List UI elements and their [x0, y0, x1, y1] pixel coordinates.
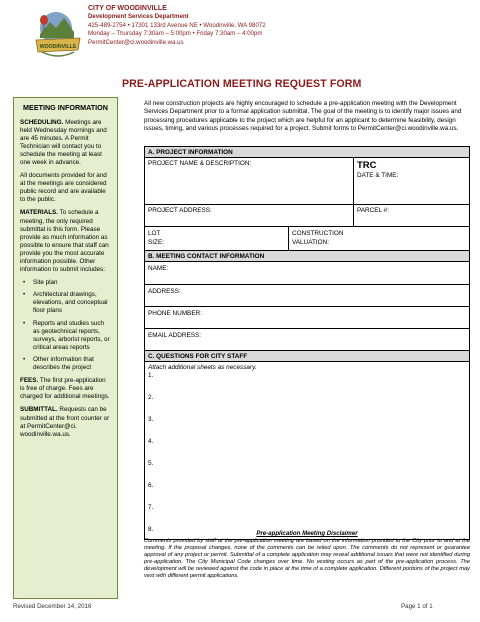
section-a-header: A. PROJECT INFORMATION [145, 147, 469, 158]
contact-address-field[interactable] [145, 285, 469, 307]
question-line[interactable]: 1. [148, 372, 154, 379]
project-name-label: PROJECT NAME & DESCRIPTION: [148, 160, 252, 167]
request-form [144, 146, 470, 540]
meeting-info-sidebar [13, 97, 118, 599]
project-address-field[interactable] [145, 205, 353, 226]
lot-label: LOT [148, 230, 161, 237]
disclaimer-title: Pre-application Meeting Disclaimer [256, 530, 358, 537]
office-hours: Monday – Thursday 7:30am – 5:00pm • Friday 7:30am – 4:00pm [88, 30, 263, 38]
materials-list [20, 279, 111, 372]
city-logo [34, 8, 82, 62]
address-row [145, 205, 469, 227]
lot-size-field[interactable] [145, 227, 288, 250]
question-line[interactable]: 2. [148, 394, 154, 401]
submittal-label: SUBMITTAL. [20, 406, 58, 414]
attach-note: Attach additional sheets as necessary. [148, 364, 257, 371]
phone-label: PHONE NUMBER: [148, 310, 202, 317]
size-label: SIZE: [148, 239, 164, 246]
sidebar-heading: MEETING INFORMATION [23, 103, 108, 112]
question-line[interactable]: 3. [148, 416, 154, 423]
parcel-label: PARCEL #: [357, 207, 389, 214]
question-line[interactable]: 4. [148, 438, 154, 445]
section-c-header: C. QUESTIONS FOR CITY STAFF [145, 351, 469, 362]
lot-row [145, 227, 469, 251]
fees-label: FEES. [20, 377, 39, 385]
section-b-header: B. MEETING CONTACT INFORMATION [145, 251, 469, 262]
question-line[interactable]: 6. [148, 482, 154, 489]
fees-text: The first pre-application is free of charge. Fees are charged for additional meetings. [20, 377, 110, 401]
submittal-text: Requests can be submitted at the front counter or at PermitCenter@ci. woodinville.wa.us. [20, 406, 110, 438]
public-record-paragraph: All documents provided for and at the meetings are considered public record and are available to the public. [20, 172, 107, 204]
list-item: • Site plan [20, 279, 111, 287]
contact-name-field[interactable] [145, 262, 469, 285]
materials-paragraph [20, 209, 111, 274]
phone-field[interactable] [145, 307, 469, 329]
project-name-field[interactable] [145, 158, 353, 204]
intro-paragraph: All new construction projects are highly encouraged to schedule a pre-application meeting with the Development Services Department prior to a formal application submittal. The goal of the meeting is to identify major issues and processing procedures applicable to the project which are helpful for an applicant to determine feasibility, design issues, timing, and various processes required for a project. Submit forms to PermitCenter@ci.woodinville.wa.us. [144, 100, 462, 133]
valuation-label: VALUATION: [292, 239, 330, 246]
list-item: • Reports and studies such as geotechnical reports, surveys, arborist reports, or critical areas reports [20, 320, 111, 352]
question-line[interactable]: 5. [148, 460, 154, 467]
project-name-row [145, 158, 469, 205]
materials-label: MATERIALS. [20, 209, 59, 217]
list-item: • Architectural drawings, elevations, and conceptual floor plans [20, 291, 111, 315]
question-line[interactable]: 8. [148, 526, 154, 533]
header-email[interactable]: PermitCenter@ci.woodinville.wa.us [88, 38, 184, 46]
scheduling-label: SCHEDULING. [20, 118, 64, 126]
contact-line: 425-489-2754 • 17301 133rd Avenue NE • Woodinville, WA 98072 [88, 21, 266, 29]
page-title: PRE-APPLICATION MEETING REQUEST FORM [122, 78, 362, 90]
valuation-field[interactable] [288, 227, 469, 250]
trc-date-field[interactable] [353, 158, 469, 204]
email-field[interactable] [145, 329, 469, 351]
project-address-label: PROJECT ADDRESS: [148, 207, 212, 214]
construction-label: CONSTRUCTION [292, 230, 344, 237]
parcel-field[interactable] [353, 205, 469, 226]
revision-date: Revised December 14, 2016 [13, 603, 92, 610]
scheduling-text: Meetings are held Wednesday mornings and are 45 minutes. A Permit Technician will contact you to schedule the meeting at least one week in advance. [20, 118, 107, 166]
header-block [88, 5, 266, 47]
city-name: CITY OF WOODINVILLE [88, 5, 167, 12]
submittal-paragraph [20, 406, 111, 438]
date-time-label: DATE & TIME: [357, 172, 399, 179]
department-name: Development Services Department [88, 13, 189, 21]
fees-paragraph [20, 377, 111, 401]
disclaimer-text: Comments provided by staff at the pre-application meeting are based on the information provided to the City prior to and at the meeting. If the proposal changes, none of the comments can be relied upon. The comments do not represent or guarantee approval of any project or permit. Submittal of a complete application may reveal additional issues that were not identified during pre-application. The City Municipal Code changes over time. No vesting occurs as part of the pre-application process. The development will be reviewed against the code in place at the time of a complete application. Different portions of the project may vest with different permit applications. [144, 538, 470, 580]
page-number: Page 1 of 1 [401, 603, 433, 610]
question-line[interactable]: 7. [148, 504, 154, 511]
name-label: NAME: [148, 265, 169, 272]
materials-text: To schedule a meeting, the only required submittal is this form. Please provide as much information as possible to ensure that staff can provide you the most accurate information possible. Other information to submit includes: [20, 209, 109, 274]
questions-list [145, 371, 469, 539]
list-item: • Other information that describes the project [20, 356, 111, 372]
scheduling-paragraph [20, 119, 111, 168]
address-label: ADDRESS: [148, 288, 181, 295]
trc-label: TRC [357, 160, 377, 171]
email-label: EMAIL ADDRESS: [148, 332, 202, 339]
logo-text: WOODINVILLE [39, 44, 77, 50]
